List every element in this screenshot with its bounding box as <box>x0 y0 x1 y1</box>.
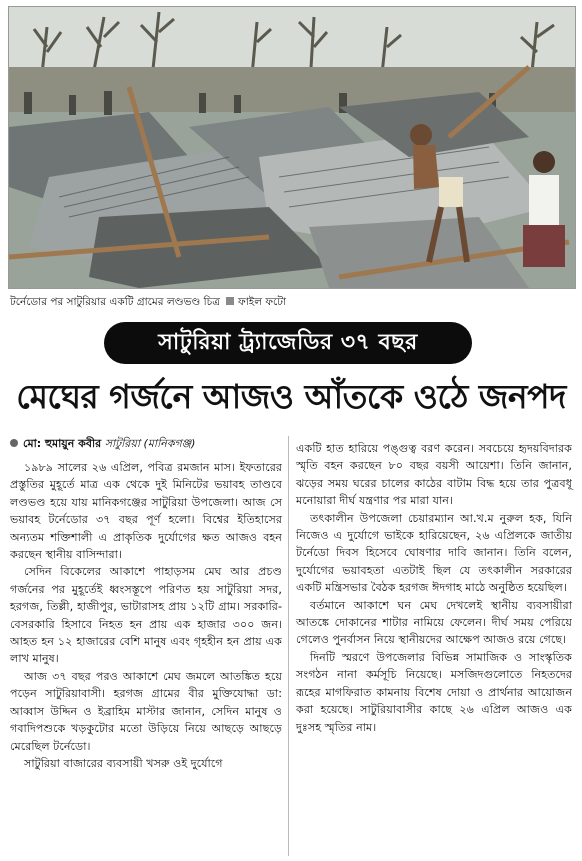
byline-bullet-icon <box>10 439 18 447</box>
body-paragraph: তৎকালীন উপজেলা চেয়ারম্যান আ.খ.ম নুরুল হক, যিনি নিজেও এ দুর্যোগে ভাইকে হারিয়েছেন, ২৬ এপ্রিলকে জাতীয় টর্নেডো দিবস হিসেবে ঘোষণার দাবি জানান। তিনি বলেন, দুর্যোগের ভয়াবহতা এতটাই ছিল যে তৎকালীন সরকারের একটি মন্ত্রিসভার বৈঠক হরগজ ঈদগাহ মাঠে অনুষ্ঠিত হয়েছিল। <box>296 511 572 595</box>
photo-caption <box>10 295 572 309</box>
kicker-banner <box>104 322 472 364</box>
body-column-right <box>296 440 572 736</box>
tornado-damage-photo <box>8 6 576 289</box>
byline-place: সাটুরিয়া (মানিকগঞ্জ) <box>104 437 196 450</box>
body-paragraph: সাটুরিয়া বাজারের ব্যবসায়ী খসরু ওই দুর্যোগে <box>24 756 223 770</box>
caption-text: টর্নেডোর পর সাটুরিয়ার একটি গ্রামের লণ্ডভণ্ড চিত্র <box>10 296 221 308</box>
body-column-left <box>10 459 282 772</box>
caption-separator-square <box>226 297 234 305</box>
body-paragraph: বর্তমানে আকাশে ঘন মেঘ দেখলেই স্থানীয় ব্যবসায়ীরা আতঙ্কে দোকানের শাটার নামিয়ে ফেলেন। দীর্ঘ সময় পেরিয়ে গেলেও পুনর্বাসন নিয়ে স্থানীয়দের আক্ষেপ আজও রয়ে গেছে। <box>296 598 572 647</box>
column-divider <box>288 436 289 856</box>
body-paragraph: দিনটি স্মরণে উপজেলার বিভিন্ন সামাজিক ও সাংস্কৃতিক সংগঠন নানা কর্মসূচি নিয়েছে। মসজিদগুলোতে নিহতদের রূহের মাগফিরাত কামনায় বিশেষ দোয়া ও প্রার্থনার আয়োজন করা হয়েছে। সাটুরিয়াবাসীর কাছে ২৬ এপ্রিল আজও এক দুঃসহ স্মৃতির নাম। <box>296 650 572 734</box>
kicker-text: সাটুরিয়া ট্র্যাজেডির ৩৭ বছর <box>158 329 418 355</box>
headline: মেঘের গর্জনে আজও আঁতকে ওঠে জনপদ <box>16 377 566 416</box>
byline <box>10 437 290 451</box>
body-paragraph: ১৯৮৯ সালের ২৬ এপ্রিল, পবিত্র রমজান মাস। ইফতারের প্রস্তুতির মুহূর্তে মাত্র এক থেকে দুই মিনিটের ভয়াবহ তাণ্ডবে লণ্ডভণ্ড হয়ে যায় মানিকগঞ্জের সাটুরিয়া উপজেলা। আজ সে ভয়াবহ টর্নেডোর ৩৭ বছর পূর্ণ হলো। বিশ্বের ইতিহাসের অন্যতম শক্তিশালী এ প্রাকৃতিক দুর্যোগের ক্ষত আজও বহন করছেন স্থানীয় বাসিন্দারা। <box>10 461 282 562</box>
body-paragraph: আজ ৩৭ বছর পরও আকাশে মেঘ জমলে আতঙ্কিত হয়ে পড়েন সাটুরিয়াবাসী। হরগজ গ্রামের বীর মুক্তিযোদ্ধা ডা: আব্বাস উদ্দিন ও ইব্রাহিম মাস্টার জানান, সেদিন মানুষ ও গবাদিপশুকে খড়কুটোর মতো উড়িয়ে নিয়ে আছড়ে আছড়ে মেরেছিল টর্নেডো। <box>10 669 282 753</box>
body-paragraph: একটি হাত হারিয়ে পঙ্গুত্ব বরণ করেন। সবচেয়ে হৃদয়বিদারক স্মৃতি বহন করছেন ৮০ বছর বয়সী আয়েশা। তিনি জানান, ঝড়ের সময় ঘরের চালের কাঠের বাটাম বিদ্ধ হয়ে তার পুত্রবধূ মনোয়ারা দীর্ঘ যন্ত্রণার পর মারা যান। <box>296 442 572 508</box>
photo-credit: ফাইল ফটো <box>238 296 287 308</box>
body-paragraph: সেদিন বিকেলের আকাশে পাহাড়সম মেঘ আর প্রচণ্ড গর্জনের পর মুহূর্তেই ধ্বংসস্তূপে পরিণত হয় সাটুরিয়া সদর, হরগজ, তিল্লী, হাজীপুর, ভাটারাসহ প্রায় ১২টি গ্রাম। সরকারি-বেসরকারি হিসাবে নিহত হন প্রায় এক হাজার ৩০০ জন। আহত হন ১২ হাজারের বেশি মানুষ এবং গৃহহীন হন প্রায় এক লাখ মানুষ। <box>10 565 282 666</box>
byline-author: মো: হুমায়ুন কবীর <box>23 437 102 450</box>
photo-illustration <box>9 7 575 288</box>
